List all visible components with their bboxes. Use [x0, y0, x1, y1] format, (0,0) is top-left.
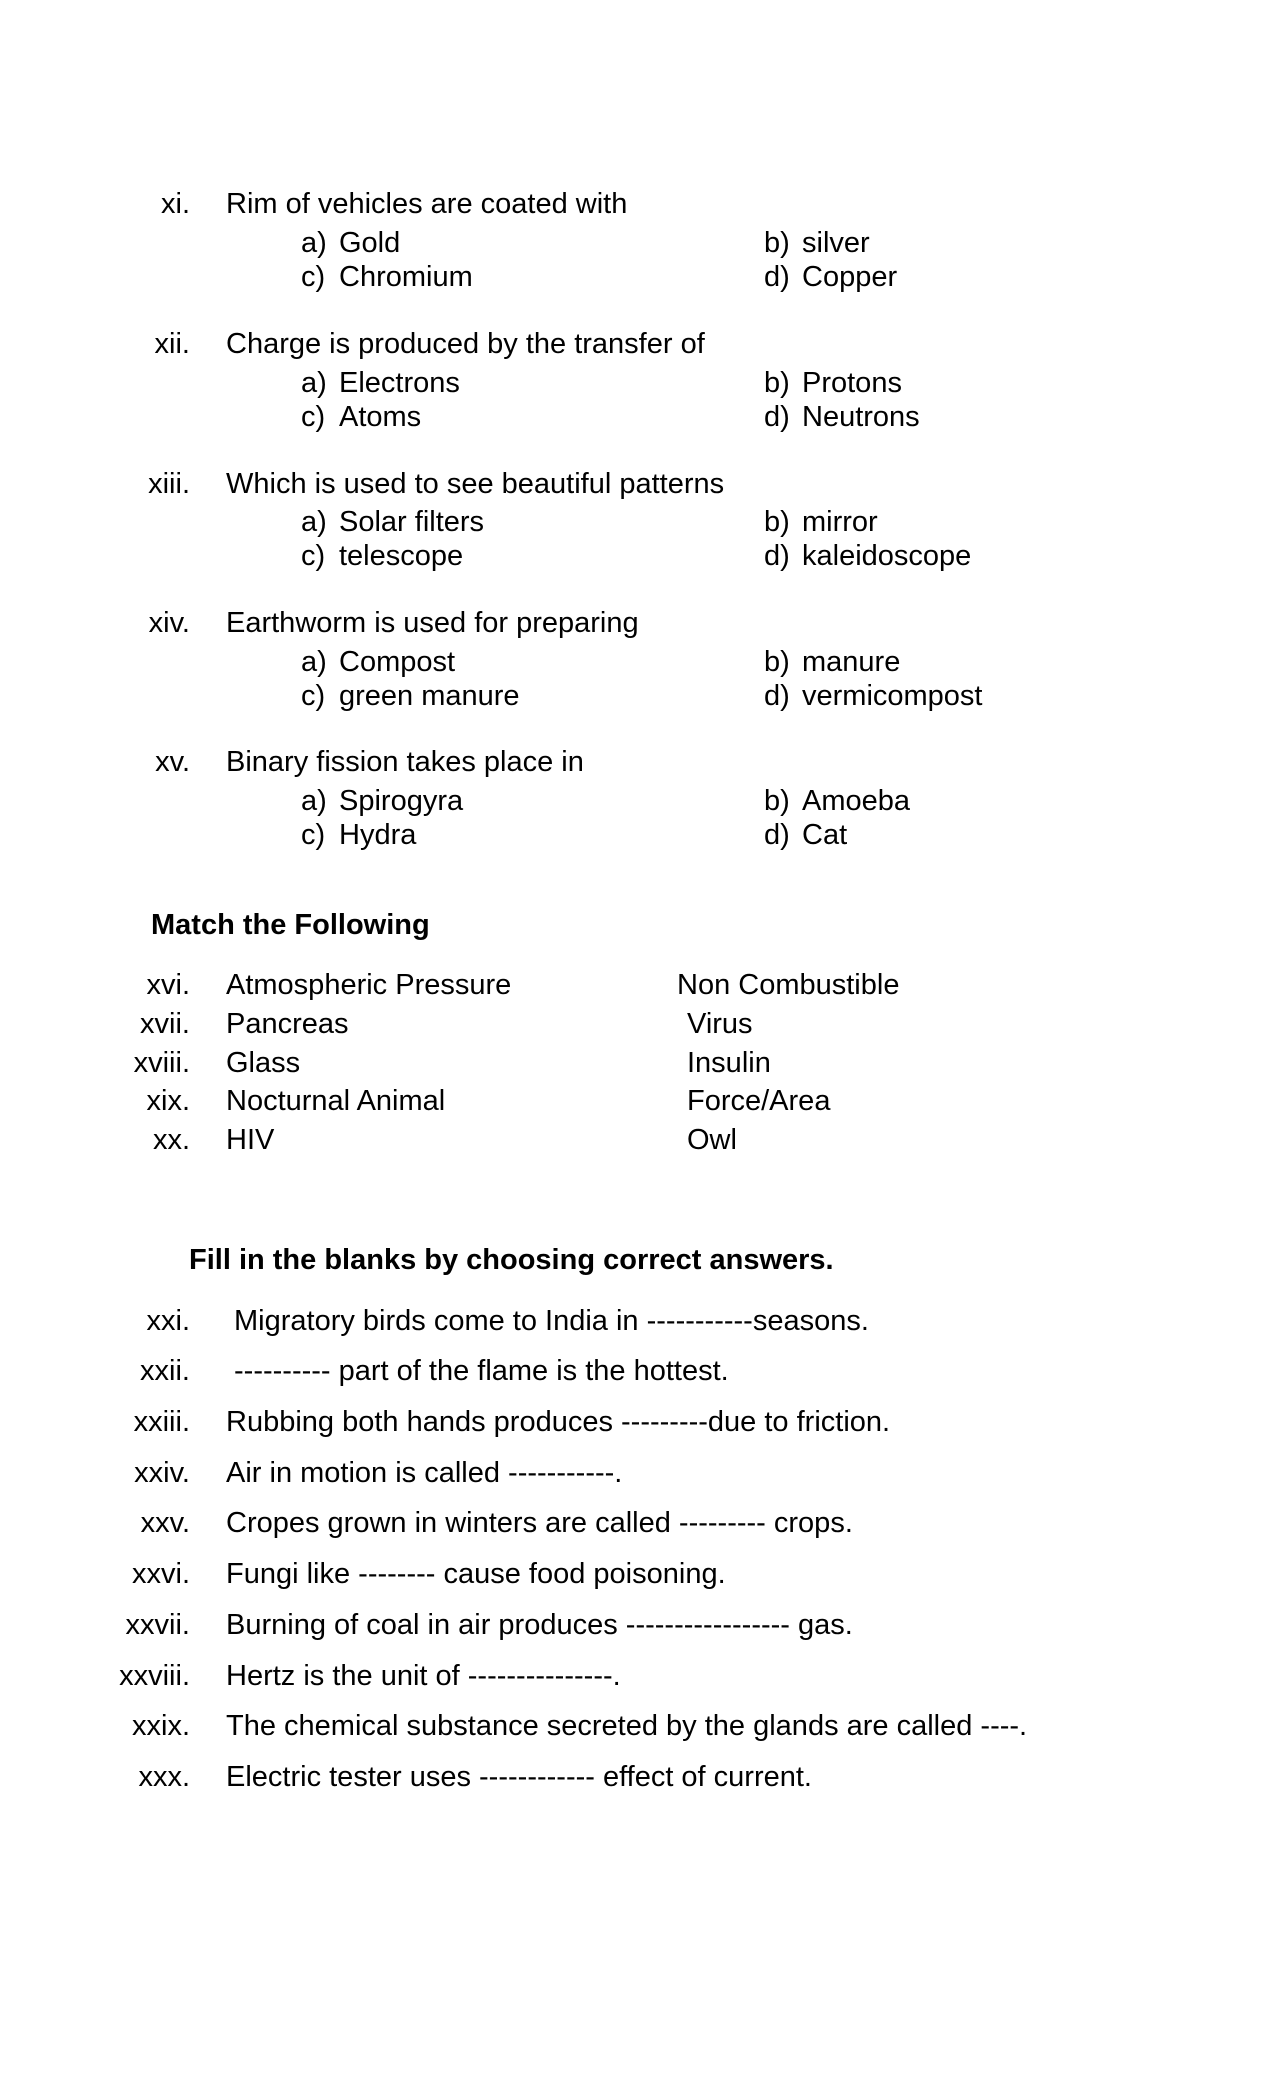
fill-number: xxi.: [146, 1305, 190, 1337]
match-number: xix.: [146, 1085, 190, 1117]
fill-number: xxiii.: [133, 1406, 190, 1438]
option-text: silver: [802, 227, 870, 259]
option-letter: a): [301, 646, 327, 678]
match-left-item: HIV: [226, 1124, 275, 1156]
question-text: Which is used to see beautiful patterns: [226, 468, 725, 500]
option-text: Chromium: [339, 261, 473, 293]
option-letter: d): [764, 540, 790, 572]
match-right-item: Owl: [687, 1124, 737, 1156]
fill-text: Electric tester uses ------------ effect of current.: [226, 1761, 812, 1793]
fill-text: Cropes grown in winters are called --------- crops.: [226, 1507, 853, 1539]
option-text: kaleidoscope: [802, 540, 972, 572]
fill-text: Hertz is the unit of ---------------.: [226, 1660, 621, 1692]
option-text: green manure: [339, 680, 520, 712]
fill-number: xxvi.: [132, 1558, 190, 1590]
match-left-item: Nocturnal Animal: [226, 1085, 446, 1117]
question-number: xiv.: [148, 607, 190, 639]
fill-number: xxvii.: [125, 1609, 190, 1641]
fill-number: xxix.: [132, 1710, 190, 1742]
option-letter: d): [764, 261, 790, 293]
fill-text: The chemical substance secreted by the glands are called ----.: [226, 1710, 1028, 1742]
question-text: Charge is produced by the transfer of: [226, 328, 705, 360]
option-text: vermicompost: [802, 680, 983, 712]
match-number: xvii.: [140, 1008, 190, 1040]
fill-number: xxv.: [140, 1507, 190, 1539]
fill-text: ---------- part of the flame is the hottest.: [234, 1355, 729, 1387]
match-section-heading: Match the Following: [151, 909, 430, 941]
match-right-item: Non Combustible: [677, 969, 900, 1001]
question-text: Earthworm is used for preparing: [226, 607, 639, 639]
option-text: mirror: [802, 506, 878, 538]
option-letter: d): [764, 819, 790, 851]
option-text: manure: [802, 646, 901, 678]
option-letter: c): [301, 680, 326, 712]
question-number: xv.: [155, 746, 190, 778]
option-letter: c): [301, 261, 326, 293]
fill-text: Rubbing both hands produces ---------due to friction.: [226, 1406, 891, 1438]
question-number: xii.: [154, 328, 190, 360]
match-number: xx.: [152, 1124, 190, 1156]
fill-section-heading: Fill in the blanks by choosing correct answers.: [189, 1244, 834, 1276]
match-left-item: Glass: [226, 1047, 301, 1079]
option-text: Solar filters: [339, 506, 485, 538]
option-text: Atoms: [339, 401, 422, 433]
fill-text: Fungi like -------- cause food poisoning.: [226, 1558, 726, 1590]
fill-text: Migratory birds come to India in -----------seasons.: [234, 1305, 869, 1337]
option-letter: d): [764, 401, 790, 433]
fill-text: Air in motion is called -----------.: [226, 1457, 623, 1489]
fill-text: Burning of coal in air produces ----------------- gas.: [226, 1609, 853, 1641]
match-left-item: Atmospheric Pressure: [226, 969, 512, 1001]
option-letter: a): [301, 785, 327, 817]
question-number: xiii.: [148, 468, 190, 500]
match-right-item: Insulin: [687, 1047, 771, 1079]
option-text: Copper: [802, 261, 898, 293]
option-letter: c): [301, 819, 326, 851]
option-letter: b): [764, 785, 790, 817]
fill-number: xxiv.: [134, 1457, 190, 1489]
option-letter: c): [301, 540, 326, 572]
option-letter: d): [764, 680, 790, 712]
option-text: telescope: [339, 540, 464, 572]
option-text: Hydra: [339, 819, 417, 851]
option-text: Compost: [339, 646, 456, 678]
match-number: xviii.: [133, 1047, 190, 1079]
match-right-item: Force/Area: [687, 1085, 831, 1117]
option-text: Cat: [802, 819, 848, 851]
question-text: Rim of vehicles are coated with: [226, 188, 628, 220]
match-number: xvi.: [146, 969, 190, 1001]
fill-number: xxx.: [138, 1761, 190, 1793]
option-letter: b): [764, 646, 790, 678]
option-letter: c): [301, 401, 326, 433]
option-text: Spirogyra: [339, 785, 464, 817]
match-left-item: Pancreas: [226, 1008, 349, 1040]
option-letter: a): [301, 506, 327, 538]
option-letter: b): [764, 506, 790, 538]
option-text: Neutrons: [802, 401, 920, 433]
option-letter: a): [301, 227, 327, 259]
option-text: Amoeba: [802, 785, 911, 817]
option-letter: b): [764, 227, 790, 259]
fill-number: xxviii.: [119, 1660, 190, 1692]
option-text: Protons: [802, 367, 902, 399]
match-right-item: Virus: [687, 1008, 753, 1040]
option-letter: b): [764, 367, 790, 399]
question-number: xi.: [161, 188, 190, 220]
fill-number: xxii.: [140, 1355, 190, 1387]
option-text: Gold: [339, 227, 401, 259]
option-letter: a): [301, 367, 327, 399]
question-text: Binary fission takes place in: [226, 746, 584, 778]
option-text: Electrons: [339, 367, 460, 399]
